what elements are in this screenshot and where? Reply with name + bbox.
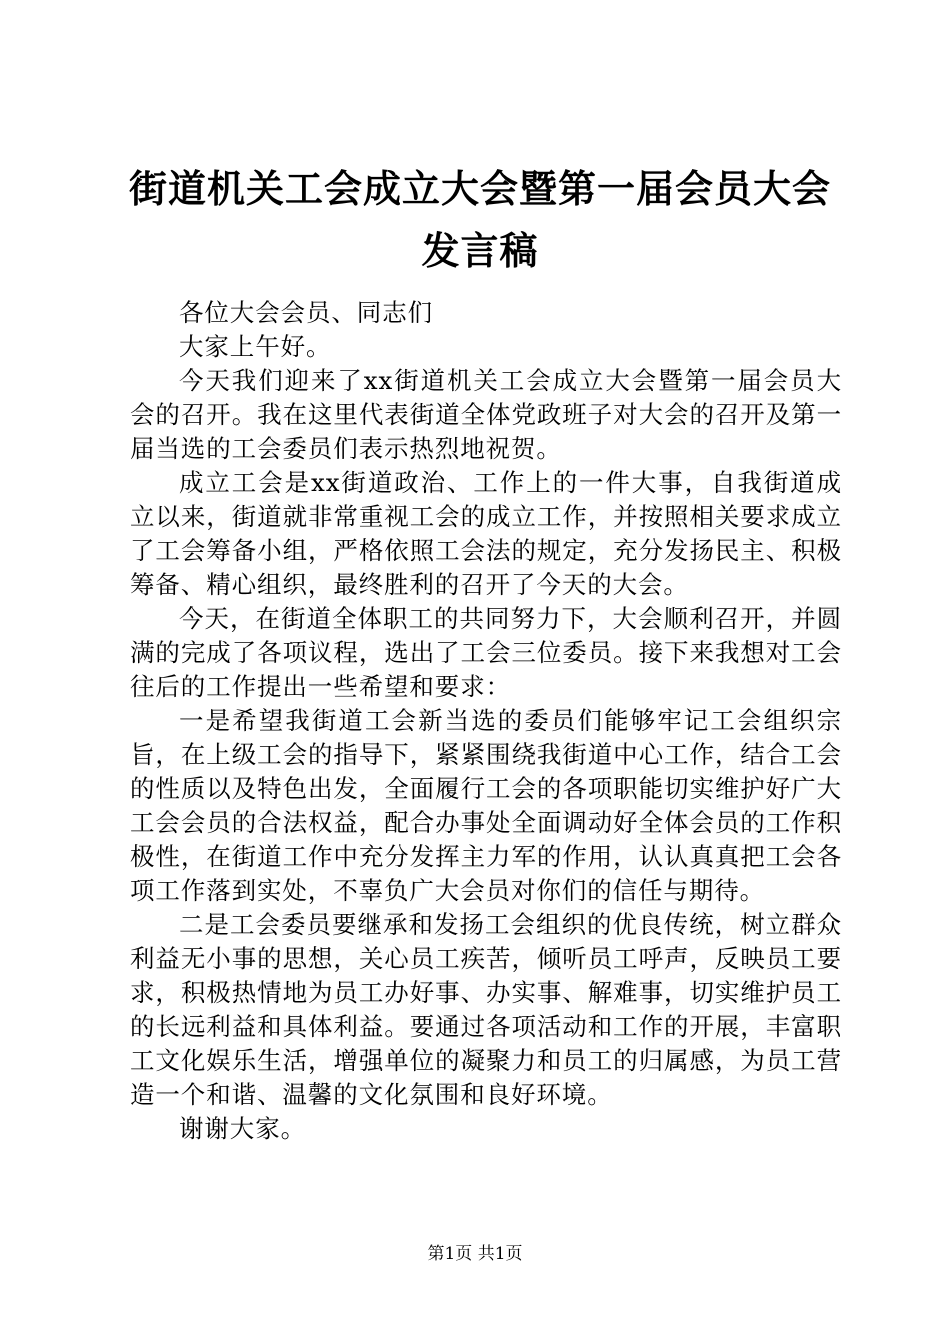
paragraph-first-request: 一是希望我街道工会新当选的委员们能够牢记工会组织宗旨，在上级工会的指导下，紧紧围绕我街道中心工作，结合工会的性质以及特色出发，全面履行工会的各项职能切实维护好广大工会会员的合法权益，配合办事处全面调动好全体会员的工作积极性，在街道工作中充分发挥主力军的作用，认认真真把工会各项工作落到实处，不辜负广大会员对你们的信任与期待。 — [130, 706, 842, 905]
salutation: 各位大会会员、同志们 — [179, 298, 433, 327]
paragraph-opening: 今天我们迎来了xx街道机关工会成立大会暨第一届会员大会的召开。我在这里代表街道全体党政班子对大会的召开及第一届当选的工会委员们表示热烈地祝贺。 — [130, 366, 842, 463]
document-title: 街道机关工会成立大会暨第一届会员大会发言稿 — [128, 167, 831, 273]
document-body — [130, 296, 842, 1146]
closing-thanks: 谢谢大家。 — [179, 1114, 306, 1143]
page-footer: 第1页 共1页 — [427, 1244, 523, 1264]
paragraph-background: 成立工会是xx街道政治、工作上的一件大事，自我街道成立以来，街道就非常重视工会的成立工作，并按照相关要求成立了工会筹备小组，严格依照工会法的规定，充分发扬民主、积极筹备、精心组织，最终胜利的召开了今天的大会。 — [130, 468, 842, 599]
paragraph-transition: 今天，在街道全体职工的共同努力下，大会顺利召开，并圆满的完成了各项议程，选出了工会三位委员。接下来我想对工会往后的工作提出一些希望和要求： — [130, 604, 842, 701]
paragraph-second-request: 二是工会委员要继承和发扬工会组织的优良传统，树立群众利益无小事的思想，关心员工疾苦，倾听员工呼声，反映员工要求，积极热情地为员工办好事、办实事、解难事，切实维护员工的长远利益和具体利益。要通过各项活动和工作的开展，丰富职工文化娱乐生活，增强单位的凝聚力和员工的归属感，为员工营造一个和谐、温馨的文化氛围和良好环境。 — [130, 910, 842, 1109]
greeting: 大家上午好。 — [179, 332, 332, 361]
